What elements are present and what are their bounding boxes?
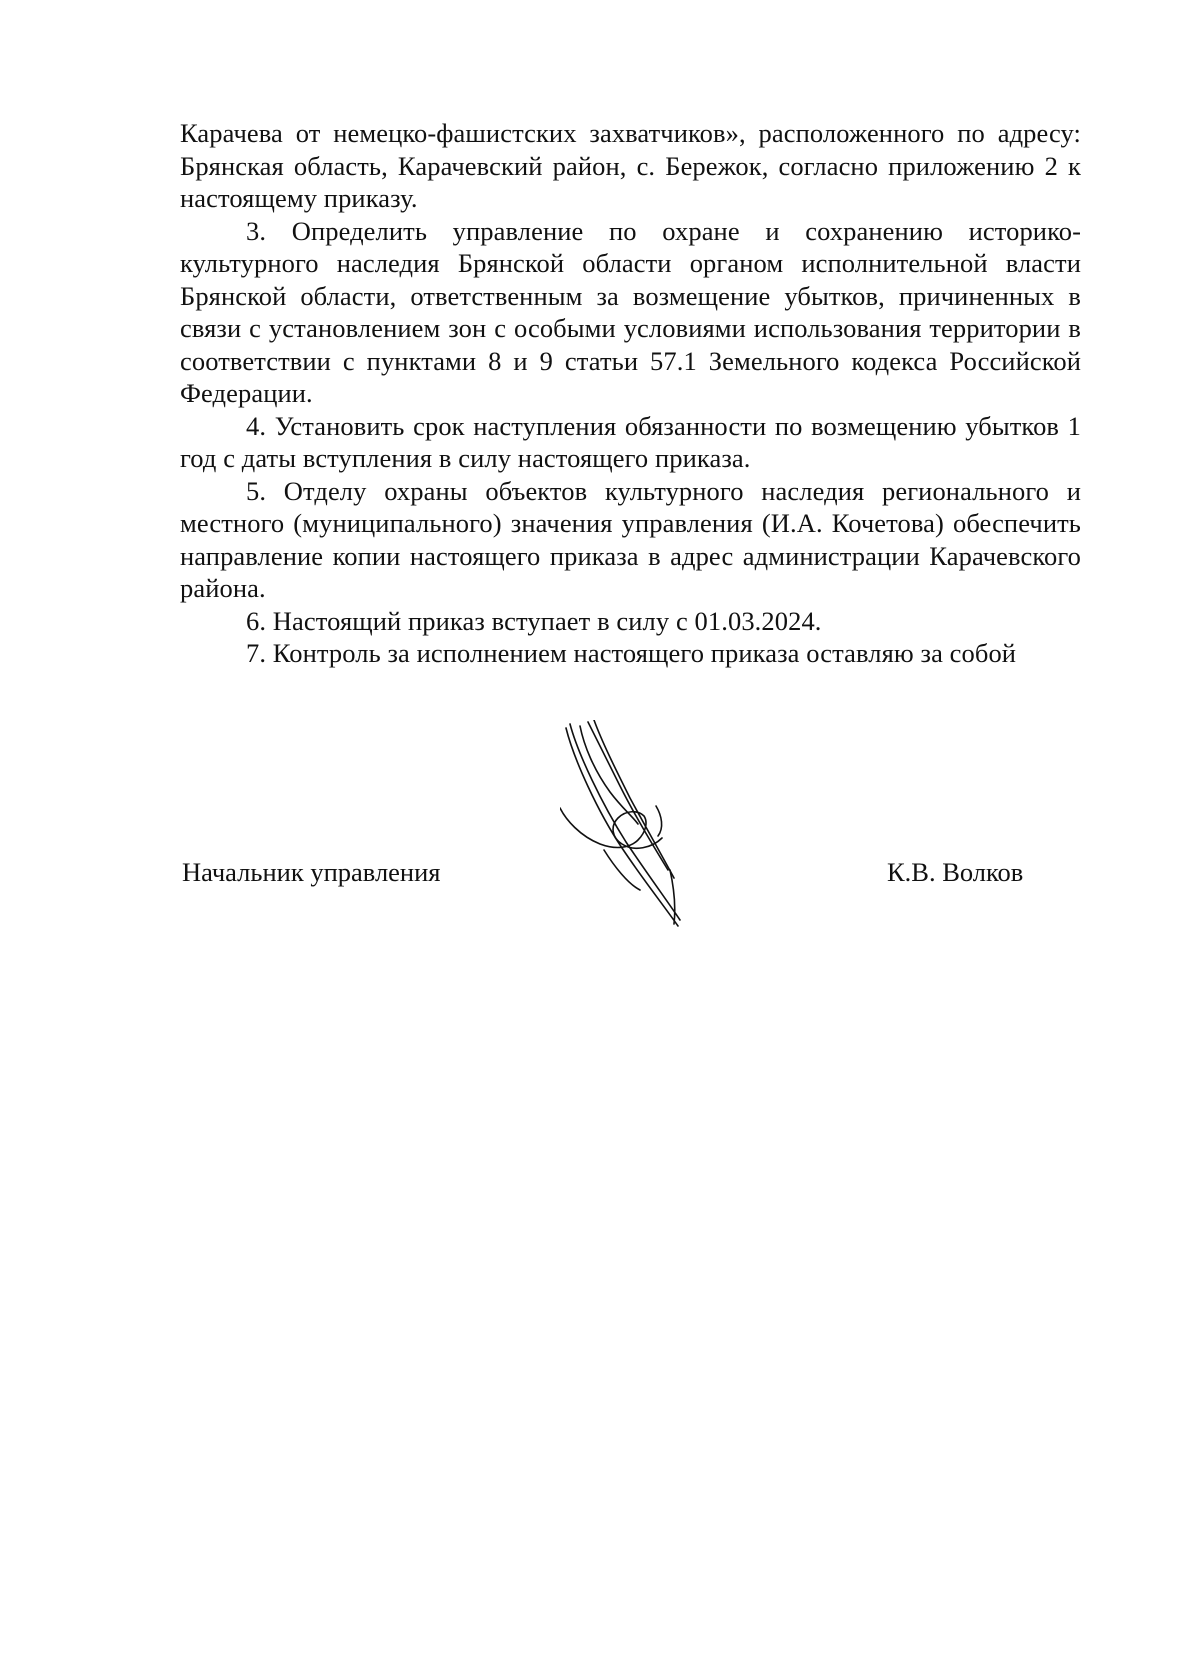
paragraph-item-3: 3. Определить управление по охране и сохранению историко-культурного наследия Брянской области органом исполнительной власти Брянской области, ответственным за возмещение убытков, причиненных в связи с установлением зон с особыми условиями использования территории в соответствии с пунктами 8 и 9 статьи 57.1 Земельного кодекса Российской Федерации. <box>180 215 1081 408</box>
signer-name: К.В. Волков <box>887 857 1024 887</box>
handwritten-signature <box>560 720 720 940</box>
signer-position: Начальник управления <box>182 857 441 887</box>
paragraph-continuation: Карачева от немецко-фашистских захватчиков», расположенного по адресу: Брянская область, Карачевский район, с. Бережок, согласно приложению 2 к настоящему приказу. <box>180 118 1081 213</box>
paragraph-item-4: 4. Установить срок наступления обязанности по возмещению убытков 1 год с даты вступления в силу настоящего приказа. <box>180 410 1081 473</box>
paragraph-item-6: 6. Настоящий приказ вступает в силу с 01.03.2024. <box>246 605 822 636</box>
paragraph-item-5: 5. Отделу охраны объектов культурного наследия регионального и местного (муниципального) значения управления (И.А. Кочетова) обеспечить направление копии настоящего приказа в адрес администрации Карачевского района. <box>180 475 1081 603</box>
paragraph-item-7: 7. Контроль за исполнением настоящего приказа оставляю за собой <box>246 638 1017 668</box>
document-body <box>180 117 1081 670</box>
